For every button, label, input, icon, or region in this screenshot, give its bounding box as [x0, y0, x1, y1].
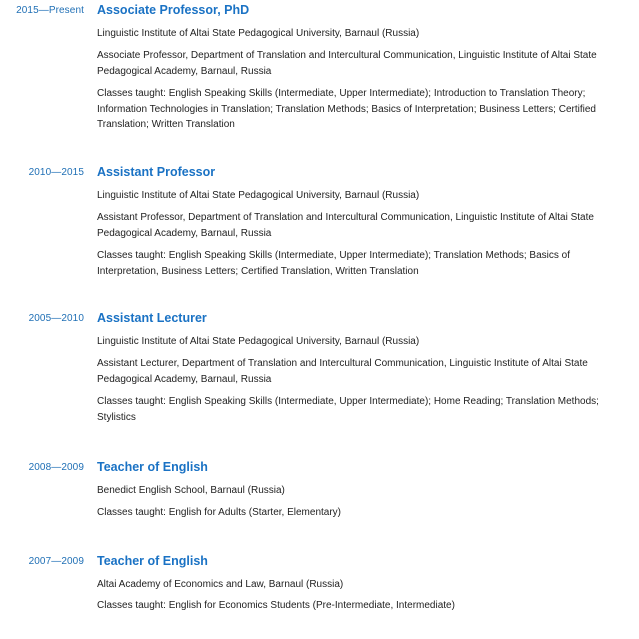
entry-title: Assistant Professor [97, 165, 216, 179]
entry-position: Assistant Lecturer, Department of Translation and Intercultural Communication, Linguistic Institute of Altai State Pedagogical Academy, Barnaul, Russia [97, 358, 588, 385]
entry-institution: Altai Academy of Economics and Law, Barnaul (Russia) [97, 579, 344, 590]
entry-classes: Classes taught: English Speaking Skills (Intermediate, Upper Intermediate); Translation Methods; Basics of Interpretation, Business Letters; Certified Translation, Written Translation [97, 250, 571, 277]
entry-dates: 2007—2009 [28, 556, 84, 567]
entry-classes: Classes taught: English for Economics Students (Pre-Intermediate, Intermediate) [97, 600, 455, 611]
entry-title: Assistant Lecturer [97, 311, 207, 325]
entry-position: Assistant Professor, Department of Translation and Intercultural Communication, Linguistic Institute of Altai State Pedagogical Academy, Barnaul, Russia [97, 212, 594, 239]
entry-dates: 2010—2015 [28, 167, 84, 178]
entry-institution: Linguistic Institute of Altai State Pedagogical University, Barnaul (Russia) [97, 190, 420, 201]
entry-institution: Linguistic Institute of Altai State Pedagogical University, Barnaul (Russia) [97, 28, 420, 39]
entry-classes: Classes taught: English Speaking Skills (Intermediate, Upper Intermediate); Introduction to Translation Theory; Information Technologies in Translation; Translation Methods; Basics of Interpretation; Business Letters; Certified Translation; Written Translation [97, 88, 596, 130]
entry-institution: Linguistic Institute of Altai State Pedagogical University, Barnaul (Russia) [97, 336, 420, 347]
entry-title: Associate Professor, PhD [97, 3, 250, 17]
entry-title: Teacher of English [97, 460, 208, 474]
entry-dates: 2008—2009 [28, 462, 84, 473]
entry-position: Associate Professor, Department of Translation and Intercultural Communication, Linguistic Institute of Altai State Pedagogical Academy, Barnaul, Russia [97, 50, 597, 77]
entry-classes: Classes taught: English for Adults (Starter, Elementary) [97, 507, 341, 518]
entry-title: Teacher of English [97, 554, 208, 568]
entry-institution: Benedict English School, Barnaul (Russia) [97, 485, 285, 496]
entry-dates: 2005—2010 [28, 313, 84, 324]
entry-dates: 2015—Present [16, 5, 84, 16]
entry-classes: Classes taught: English Speaking Skills (Intermediate, Upper Intermediate); Home Reading; Translation Methods; Stylistics [97, 396, 599, 423]
